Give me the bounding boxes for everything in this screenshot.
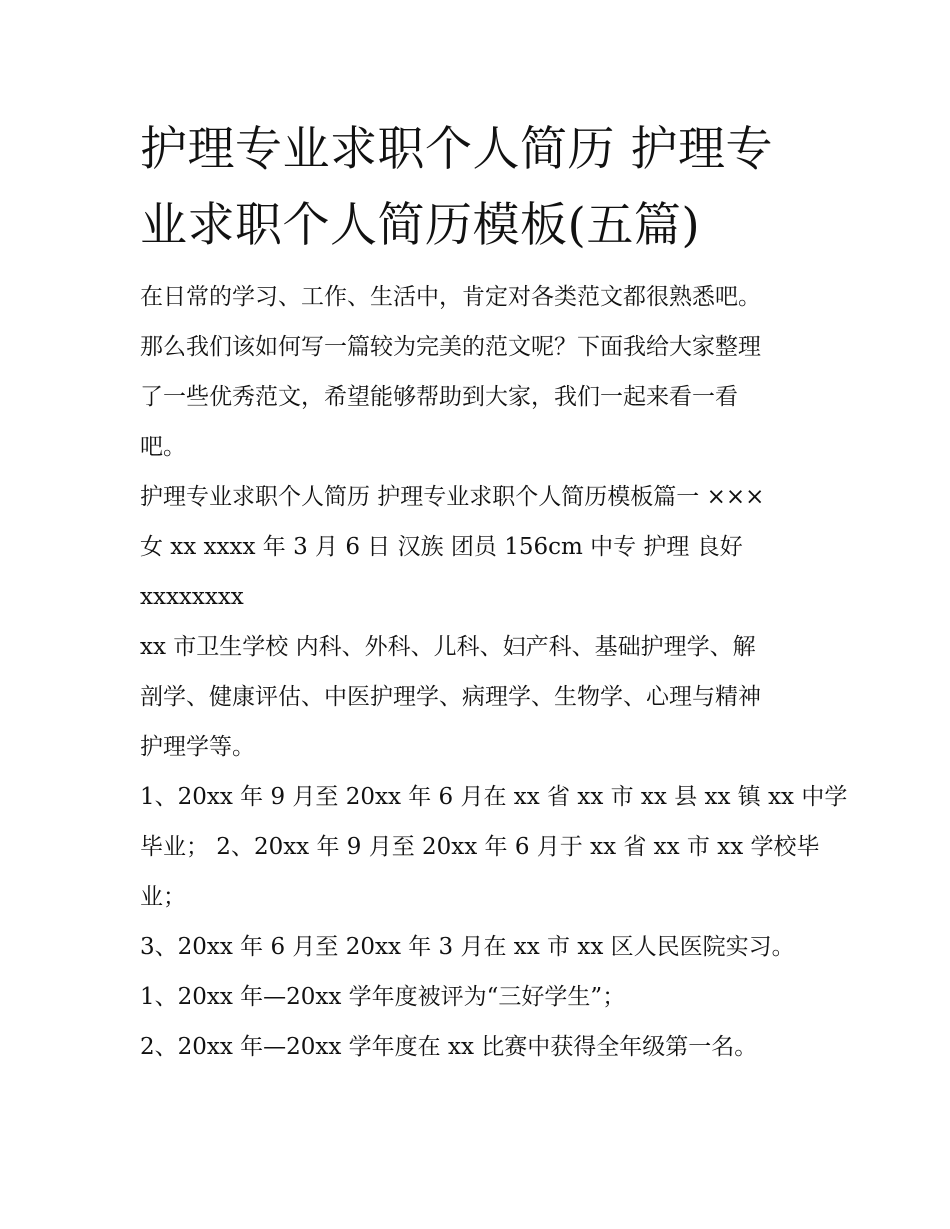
title-line: 护理专业求职个人简历 护理专 (140, 122, 773, 177)
intro-line-4: 吧。 (140, 434, 186, 460)
courses-line-1: xx 市卫生学校 内科、外科、儿科、妇产科、基础护理学、解 (140, 634, 756, 660)
document-title (140, 112, 820, 264)
intro-line-1: 在日常的学习、工作、生活中，肯定对各类范文都很熟悉吧。 (140, 284, 761, 310)
document-page (140, 112, 848, 1072)
intro-line-2: 那么我们该如何写一篇较为完美的范文呢？下面我给大家整理 (140, 334, 761, 360)
title-line: 业求职个人简历模板(五篇) (140, 198, 701, 253)
award-line-2: 2、20xx 年—20xx 学年度在 xx 比赛中获得全年级第一名。 (140, 1034, 758, 1060)
courses-line-2: 剖学、健康评估、中医护理学、病理学、生物学、心理与精神 (140, 684, 761, 710)
internship-line: 3、20xx 年 6 月至 20xx 年 3 月在 xx 市 xx 区人民医院实习。 (140, 934, 795, 960)
award-line-1: 1、20xx 年—20xx 学年度被评为“三好学生”； (140, 984, 626, 1010)
courses-line-3: 护理学等。 (140, 734, 255, 760)
education-line-3: 业； (140, 884, 186, 910)
personal-info-line: 女 xx xxxx 年 3 月 6 日 汉族 团员 156cm 中专 护理 良好 (140, 534, 743, 560)
section-heading-line: 护理专业求职个人简历 护理专业求职个人简历模板篇一 ××× (140, 484, 765, 510)
contact-line: xxxxxxxx (140, 584, 244, 610)
intro-line-3: 了一些优秀范文，希望能够帮助到大家，我们一起来看一看 (140, 384, 738, 410)
education-line-2: 毕业； 2、20xx 年 9 月至 20xx 年 6 月于 xx 省 xx 市 xx 学校毕 (140, 834, 820, 860)
education-line-1: 1、20xx 年 9 月至 20xx 年 6 月在 xx 省 xx 市 xx 县 xx 镇 xx 中学 (140, 784, 848, 810)
document-body (140, 272, 848, 1072)
